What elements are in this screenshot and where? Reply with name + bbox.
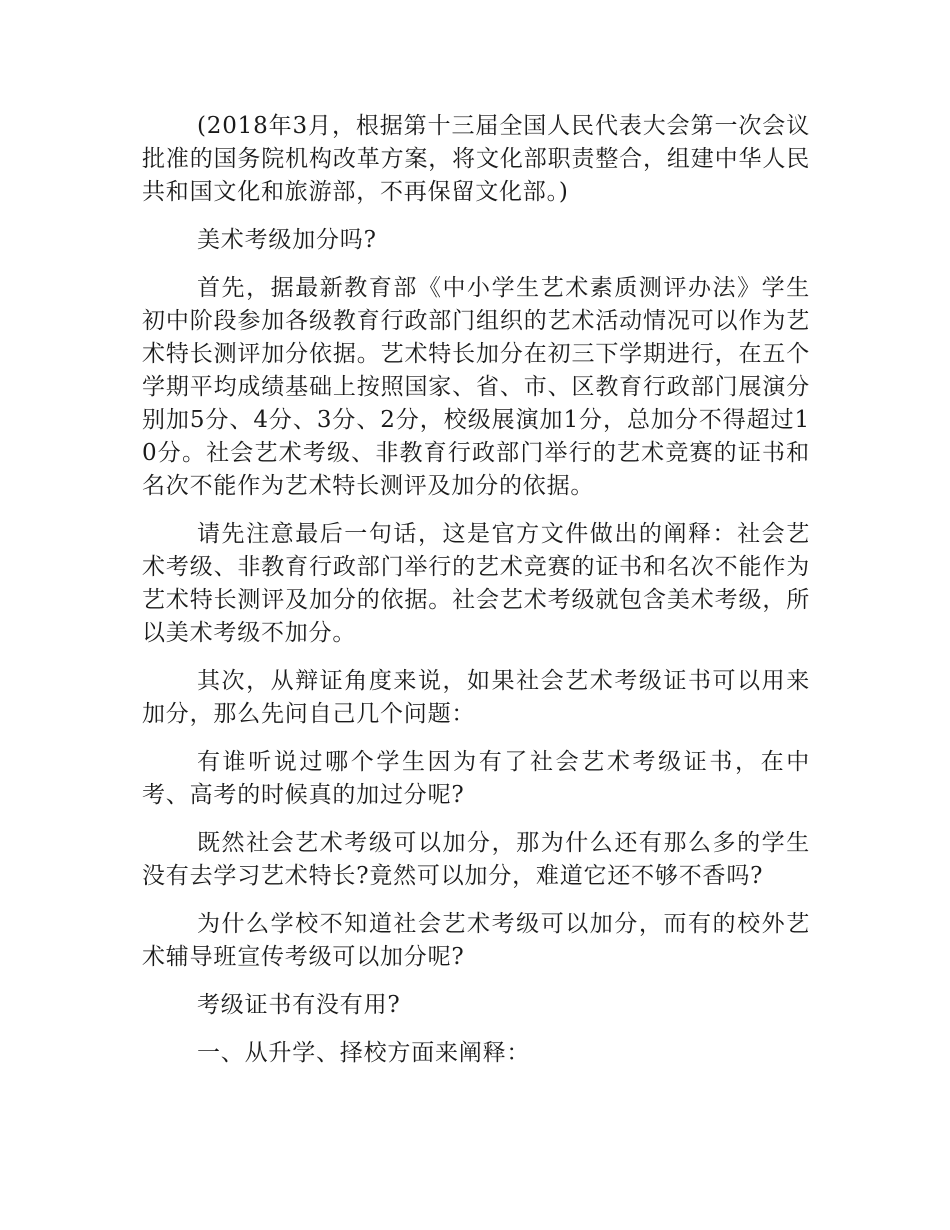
paragraph-question-schools: 为什么学校不知道社会艺术考级可以加分，而有的校外艺术辅导班宣传考级可以加分呢? (142, 911, 810, 970)
paragraph-ministry-note: (2018年3月，根据第十三届全国人民代表大会第一次会议批准的国务院机构改革方案，将文化部职责整合，组建中华人民共和国文化和旅游部，不再保留文化部。) (142, 113, 810, 205)
paragraph-question-art-exam-bonus: 美术考级加分吗? (197, 227, 377, 253)
document-body (142, 110, 810, 1085)
paragraph-second-dialectic: 其次，从辩证角度来说，如果社会艺术考级证书可以用来加分，那么先问自己几个问题： (142, 668, 810, 727)
paragraph-section-one: 一、从升学、择校方面来阐释： (197, 1040, 531, 1066)
paragraph-first-policy: 首先，据最新教育部《中小学生艺术素质测评办法》学生初中阶段参加各级教育行政部门组织的艺术活动情况可以作为艺术特长测评加分依据。艺术特长加分在初三下学期进行，在五个学期平均成绩基础上按照国家、省、市、区教育行政部门展演分别加5分、4分、3分、2分，校级展演加1分，总加分不得超过10分。社会艺术考级、非教育行政部门举行的艺术竞赛的证书和名次不能作为艺术特长测评及加分的依据。 (142, 275, 810, 499)
paragraph-question-certificate-use: 考级证书有没有用? (197, 992, 401, 1018)
paragraph-note-last-sentence: 请先注意最后一句话，这是官方文件做出的阐释：社会艺术考级、非教育行政部门举行的艺术竞赛的证书和名次不能作为艺术特长测评及加分的依据。社会艺术考级就包含美术考级，所以美术考级不加分。 (142, 521, 810, 646)
paragraph-question-who-heard: 有谁听说过哪个学生因为有了社会艺术考级证书，在中考、高考的时候真的加过分呢? (142, 749, 810, 808)
paragraph-question-why-not: 既然社会艺术考级可以加分，那为什么还有那么多的学生没有去学习艺术特长?竟然可以加分，难道它还不够不香吗? (142, 830, 810, 889)
